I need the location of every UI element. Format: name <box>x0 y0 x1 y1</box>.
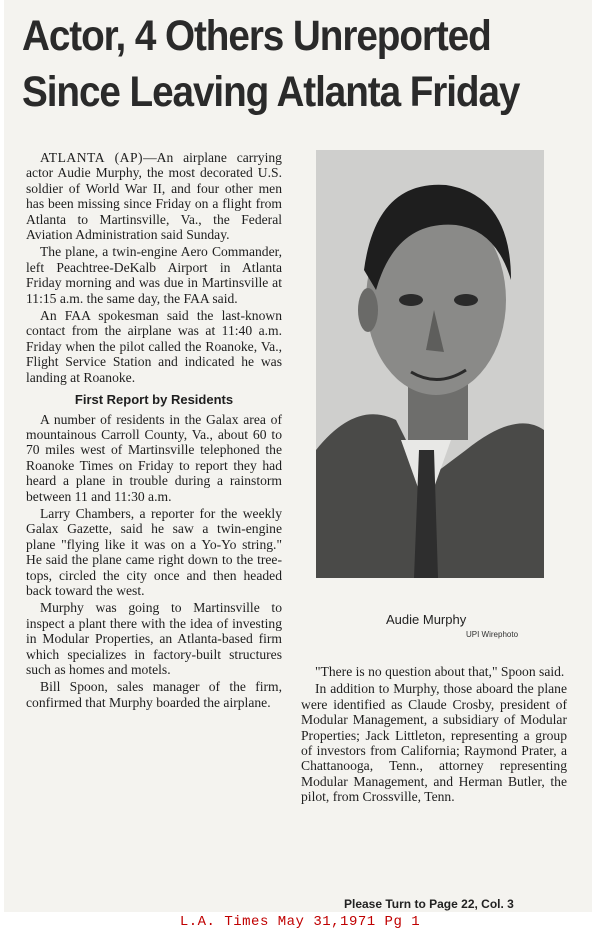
paragraph-text: —An airplane carrying actor Audie Murphy, the most decorated U.S. soldier of World War II, and four other men has been missing since Friday on a flight from Atlanta to Martinsville, Va., the Federal Aviation Administration said Sunday. <box>26 150 282 243</box>
article-paragraph-9: In addition to Murphy, those aboard the plane were identified as Claude Crosby, president of Modular Management, a subsidiary of Modular Properties; Jack Littleton, representing a group of investors from California; Raymond Prater, a Chattanooga, Tenn., attorney representing Modular Management, and Herman Butler, the pilot, from Crossville, Tenn. <box>301 681 567 805</box>
article-paragraph-8: "There is no question about that," Spoon said. <box>315 664 565 679</box>
dateline: ATLANTA (AP) <box>40 150 144 165</box>
newspaper-clipping <box>4 0 592 912</box>
article-right-column <box>301 664 567 805</box>
photo-caption: Audie Murphy <box>386 612 467 627</box>
portrait-photo <box>316 150 544 578</box>
portrait-illustration <box>316 150 544 578</box>
article-paragraph-1 <box>26 150 282 242</box>
article-paragraph-4: A number of residents in the Galax area of mountainous Carroll County, Va., about 60 to 70 miles west of Martinsville telephoned the Roanoke Times on Friday to report they had heard a plane in trouble during a rainstorm between 11 and 11:30 a.m. <box>26 411 282 504</box>
continuation-note: Please Turn to Page 22, Col. 3 <box>344 897 514 911</box>
article-left-column <box>26 150 282 710</box>
source-citation: L.A. Times May 31,1971 Pg 1 <box>179 914 421 930</box>
headline-line-1: Actor, 4 Others Unreported <box>22 12 491 60</box>
subheading: First Report by Residents <box>74 392 234 408</box>
headline <box>22 8 526 120</box>
headline-line-2: Since Leaving Atlanta Friday <box>22 68 520 116</box>
photo-credit: UPI Wirephoto <box>466 630 519 639</box>
article-paragraph-3: An FAA spokesman said the last-known contact from the airplane was at 11:40 a.m. Friday when the pilot called the Roanoke, Va., Flight Service Station and indicated he was landing at Roanoke. <box>26 308 282 385</box>
article-paragraph-6: Murphy was going to Martinsville to inspect a plant there with the idea of investing in Modular Properties, an Atlanta-based firm which specializes in factory-built structures such as homes and motels. <box>26 600 282 677</box>
article-paragraph-7: Bill Spoon, sales manager of the firm, confirmed that Murphy boarded the airplane. <box>26 679 282 710</box>
article-paragraph-2: The plane, a twin-engine Aero Commander, left Peachtree-DeKalb Airport in Atlanta Friday morning and was due in Martinsville at 11:15 a.m. the same day, the FAA said. <box>26 244 282 306</box>
article-paragraph-5: Larry Chambers, a reporter for the weekly Galax Gazette, said he saw a twin-engine plane "flying like it was on a Yo-Yo string." He said the plane came right down to the tree-tops, circled the city once and then headed back toward the west. <box>26 505 282 598</box>
